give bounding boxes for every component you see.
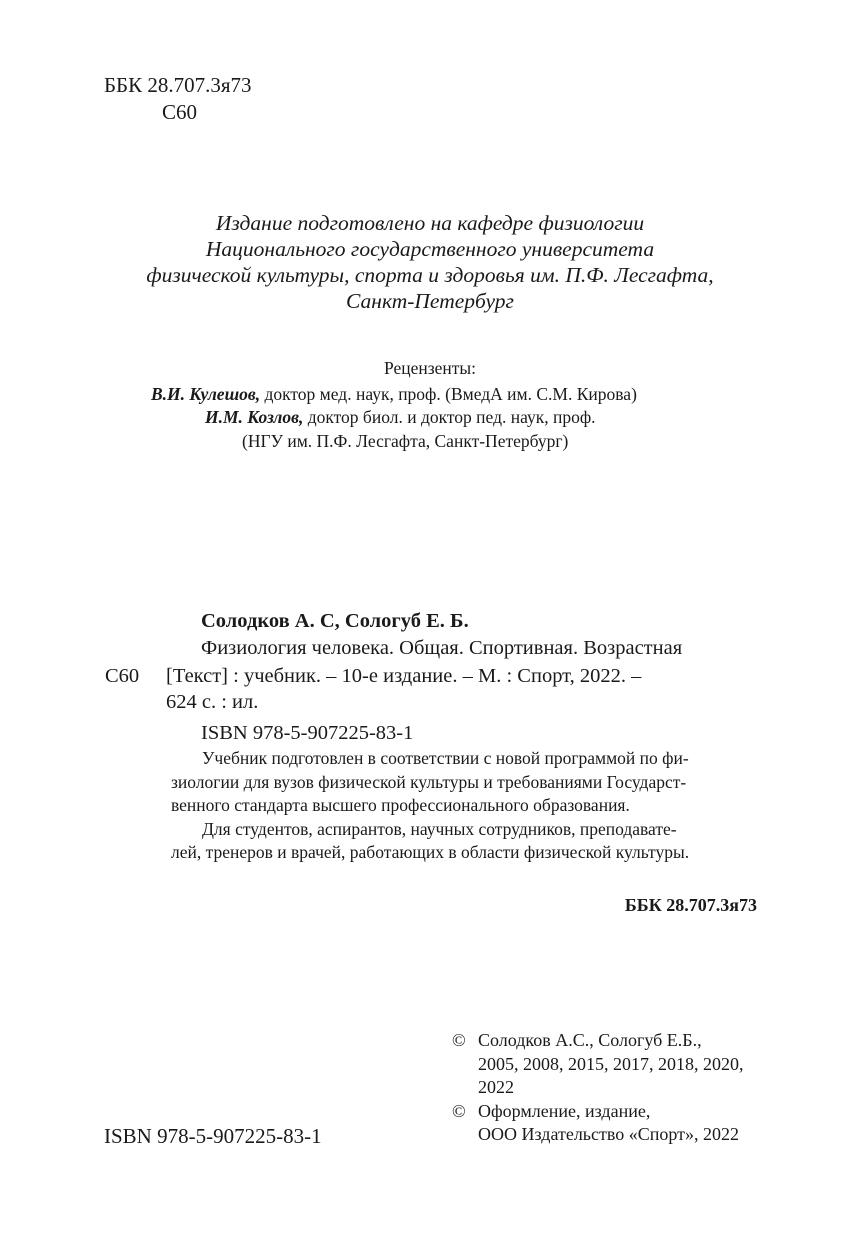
card-pages: 624 с. : ил. (166, 691, 259, 713)
annotation-line: зиологии для вузов физической культуры и требованиями Государст- (171, 771, 687, 792)
copyright-symbol: © (452, 1100, 466, 1121)
copyright-years-2: 2022 (478, 1077, 514, 1097)
copyright-symbol: © (452, 1030, 466, 1050)
footer-isbn: ISBN 978-5-907225-83-1 (104, 1124, 322, 1148)
reviewer-2-affiliation: (НГУ им. П.Ф. Лесгафта, Санкт-Петербург) (242, 431, 569, 451)
preparation-note-line: Санкт-Петербург (346, 289, 514, 313)
reviewer-2-name: И.М. Козлов, (205, 407, 304, 427)
card-annotation (171, 747, 757, 865)
reviewer-2 (205, 406, 596, 428)
card-author-mark: С60 (105, 665, 140, 687)
reviewers-heading: Рецензенты: (383, 358, 477, 378)
card-bbk-code: ББК 28.707.3я73 (624, 895, 757, 915)
reviewer-2-details: доктор биол. и доктор пед. наук, проф. (307, 407, 596, 427)
annotation-line: венного стандарта высшего профессионального образования. (171, 795, 630, 815)
card-authors: Солодков А. С, Сологуб Е. Б. (201, 610, 469, 632)
reviewer-1-details: доктор мед. наук, проф. (ВмедА им. С.М. Кирова) (264, 384, 637, 404)
reviewer-1-name: В.И. Кулешов, (151, 384, 261, 404)
preparation-note-line: Национального государственного университета (205, 237, 655, 261)
copyright-authors: Солодков А.С., Сологуб Е.Б., (478, 1030, 702, 1050)
copyright-years-1: 2005, 2008, 2015, 2017, 2018, 2020, (478, 1053, 744, 1074)
annotation-line: Для студентов, аспирантов, научных сотрудников, преподавате- (202, 818, 677, 839)
copyright-design: Оформление, издание, (478, 1100, 651, 1121)
card-isbn: ISBN 978-5-907225-83-1 (201, 722, 414, 744)
preparation-note (100, 210, 760, 314)
preparation-note-line: Издание подготовлено на кафедре физиологии (215, 211, 645, 235)
reviewer-1 (151, 383, 637, 405)
bbk-code-top: ББК 28.707.3я73 (104, 73, 252, 97)
annotation-line: лей, тренеров и врачей, работающих в области физической культуры. (171, 842, 690, 862)
preparation-note-line: физической культуры, спорта и здоровья им. П.Ф. Лесгафта, (146, 263, 714, 287)
author-mark-top: С60 (162, 100, 198, 124)
card-title: Физиология человека. Общая. Спортивная. Возрастная (201, 637, 683, 659)
copyright-publisher: ООО Издательство «Спорт», 2022 (478, 1124, 740, 1144)
copyright-block (452, 1029, 744, 1147)
annotation-line: Учебник подготовлен в соответствии с новой программой по фи- (202, 748, 689, 768)
card-publication: [Текст] : учебник. – 10-е издание. – М. : Спорт, 2022. – (166, 665, 642, 687)
